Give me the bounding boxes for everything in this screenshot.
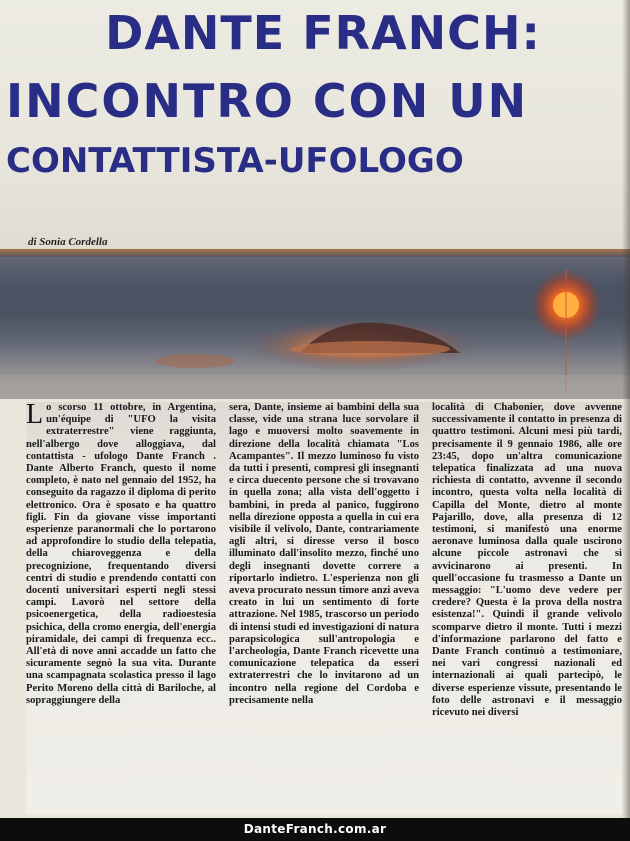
- footer-bar: [0, 818, 630, 841]
- headline-line-2: INCONTRO CON UN: [6, 74, 529, 128]
- column-1-text: o scorso 11 ottobre, in Argentina, un'équipe di "UFO la visita extraterrestre" viene raggiunta, nell'albergo dove alloggiava, dal contattista - ufologo Dante Franch . Dante Alberto Franch, questo il nome completo, è nato nel gennaio del 1952, ha conseguito da ragazzo il diploma di perito elettronico. Ora è sposato e ha quattro figli. Fin da giovane visse importanti esperienze paranormali che lo portarono ad approfondire lo studio della telepatia, della chiaroveggenza e della precognizione, frequentando diversi centri di studio e prendendo contatti con docenti universitari esperti negli stessi campi. Lavorò nel settore della psicoenergetica, della radioestesia psichica, della cromo energia, dell'energia piramidale, dei campi di frequenza ecc.. All'età di nove anni accadde un fatto che sicuramente segnò la sua vita. Durante una scampagnata scolastica presso il lago Perito Moreno della città di Bariloche, al sopraggiungere della: [26, 402, 216, 706]
- drop-cap: L: [26, 402, 44, 430]
- byline: di Sonia Cordella: [28, 236, 108, 248]
- footer-website-link[interactable]: DanteFranch.com.ar: [243, 822, 387, 836]
- ufo-photo: [0, 249, 630, 399]
- article-column-1: [26, 402, 216, 814]
- article-column-3: [432, 402, 622, 814]
- article-column-2: [229, 402, 419, 814]
- column-3-text: località di Chabonier, dove avvenne successivamente il contatto in presenza di quattro testimoni. Alcuni mesi più tardi, precisamente il 9 gennaio 1986, alle ore 23:45, dopo un'altra comunicazione telepatica finalizzata ad una nuova richiesta di contatto, avvenne il secondo incontro, questa volta nella località di Capilla del Monte, dietro al monte Pajarillo, dove, alla presenza di 12 testimoni, si manifestò una enorme aeronave luminosa dalla quale uscirono alcune piccole astronavi che si avvicinarono ai presenti. In quell'occasione fu trasmesso a Dante un messaggio: "L'uomo deve vedere per credere? Questa è la prova della nostra esistenza!". Quindi il grande velivolo scomparve dietro il monte. Tutti i mezzi d'informazione parlarono del fatto e Dante Franch continuò a testimoniare, nei vari congressi nazionali ed internazionali ai quali partecipò, le diverse esperienze vissute, presentando le foto delle astronavi e il messaggio ricevuto nei diversi: [432, 402, 622, 719]
- title-area: [0, 0, 630, 258]
- photo-scene-svg: [0, 249, 630, 399]
- headline-line-3: CONTATTISTA-UFOLOGO: [6, 141, 464, 181]
- column-2-text: sera, Dante, insieme ai bambini della sua classe, vide una strana luce sorvolare il lago e muoversi molto soavemente in direzione della località chiamata "Los Acampantes". Il mezzo luminoso fu visto da tutti i presenti, compresi gli insegnanti e circa duecento persone che si trovavano in quella zona; alla vista dell'oggetto i bambini, in preda al panico, fuggirono nella direzione opposta a quella in cui era visibile il velivolo, Dante, contrariamente agli altri, si diresse verso il bosco illuminato dall'insolito mezzo, finché uno degli insegnanti dovette correre a riportarlo indietro. L'esperienza non gli aveva procurato nessun timore anzi aveva creato in lui un sentimento di forte attrazione. Nel 1985, trascorso un periodo di intensi studi ed investigazioni di natura parapsicologica sull'antropologia e l'archeologia, Dante Franch ricevette una comunicazione telepatica da esseri extraterrestri che lo invitarono ad un incontro nella regione del Cordoba e precisamente nella: [229, 402, 419, 706]
- page-spine-shadow: [622, 0, 630, 818]
- headline-line-1: DANTE FRANCH:: [105, 6, 541, 60]
- article-body: [26, 402, 622, 814]
